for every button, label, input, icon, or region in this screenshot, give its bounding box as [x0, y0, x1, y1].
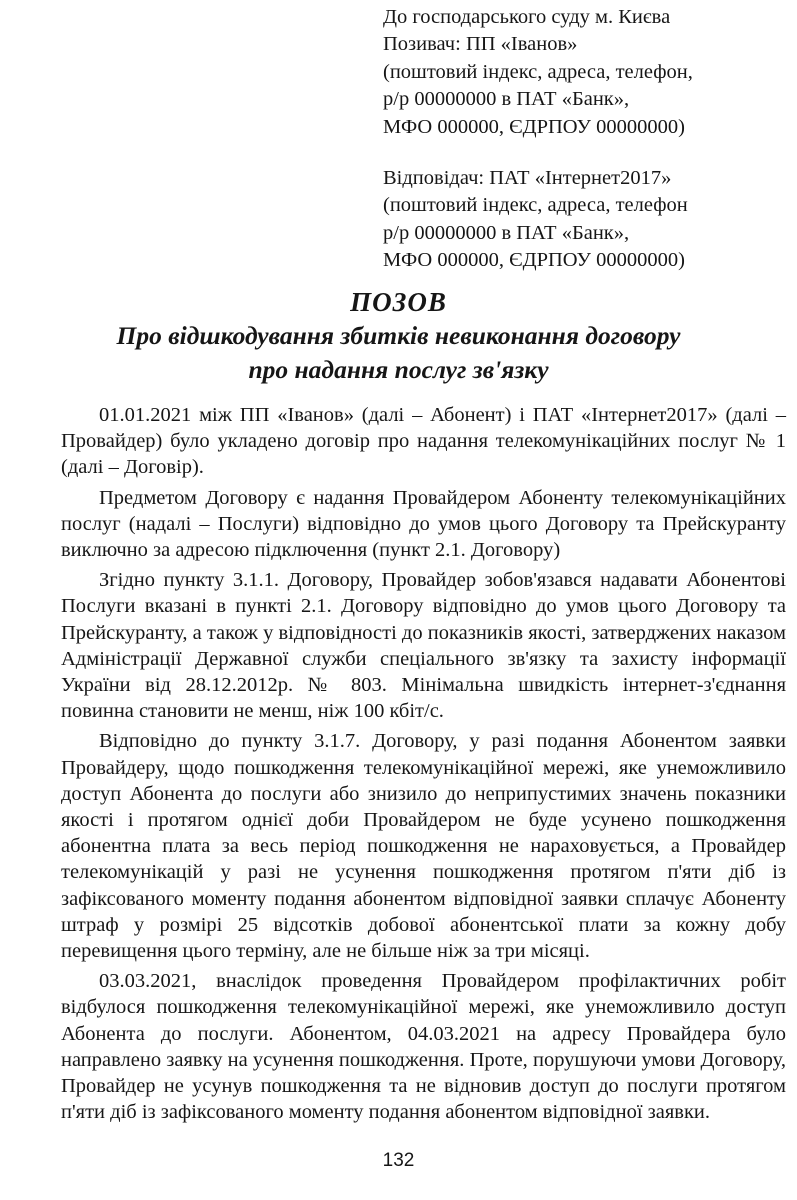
paragraph-penalty-clause: Відповідно до пункту 3.1.7. Договору, у разі подання Абонентом заявки Провайдеру, щодо пошкодження телекомунікаційної мережі, яке унеможливило доступ Абонента до послуги або знизило до неприпустимих значень показники якості і протягом однієї доби Провайдером не буде усунено пошкодження абонентна плата за весь період пошкодження не нараховується, а Провайдер телекомунікацій у разі не усунення пошкодження протягом п'яти діб із зафіксованого моменту подання абонентом відповідної заявки сплачує Абоненту штраф у розмірі 25 відсотків добової абонентської плати за кожну добу перевищення цього терміну, але не більше ніж за три місяці.: [61, 730, 786, 963]
title-subject-line-2: про надання послуг зв'язку: [248, 355, 549, 384]
plaintiff-account-line: р/р 00000000 в ПАТ «Банк»,: [383, 88, 630, 111]
title-main: ПОЗОВ: [350, 287, 447, 317]
title-subject-line-1: Про відшкодування збитків невиконання договору: [116, 321, 681, 350]
claim-body: [61, 402, 786, 1129]
court-line: До господарського суду м. Києва: [383, 6, 671, 28]
page-number: 132: [382, 1150, 415, 1171]
respondent-contacts-line: (поштовий індекс, адреса, телефон: [383, 194, 688, 217]
paragraph-contract: 01.01.2021 між ПП «Іванов» (далі – Абонент) і ПАТ «Інтернет2017» (далі – Провайдер) було укладено договір про надання телекомунікаційних послуг № 1 (далі – Договір).: [61, 404, 786, 479]
plaintiff-contacts-line: (поштовий індекс, адреса, телефон,: [383, 60, 693, 83]
document-title: [0, 285, 797, 387]
respondent-line: Відповідач: ПАТ «Інтернет2017»: [383, 167, 672, 190]
paragraph-subject: Предметом Договору є надання Провайдером Абоненту телекомунікаційних послуг (надалі – Послуги) відповідно до умов цього Договору та Прейскуранту виключно за адресою підключення (пункт 2.1. Договору): [61, 486, 786, 562]
plaintiff-codes-line: МФО 000000, ЄДРПОУ 00000000): [383, 115, 685, 138]
respondent-codes-line: МФО 000000, ЄДРПОУ 00000000): [383, 249, 685, 272]
addressee-block: [383, 4, 787, 275]
plaintiff-line: Позивач: ПП «Іванов»: [383, 33, 578, 56]
respondent-account-line: р/р 00000000 в ПАТ «Банк»,: [383, 221, 630, 244]
paragraph-obligations: Згідно пункту 3.1.1. Договору, Провайдер зобов'язався надавати Абонентові Послуги вказані в пункті 2.1. Договору відповідно до умов цього Договору та Прейскуранту, а також у відповідності до показників якості, затверджених наказом Адміністрації Державної служби спеціального зв'язку та захисту інформації України від 28.12.2012р. № 803. Мінімальна швидкість інтернет-з'єднання повинна становити не менш, ніж 100 кбіт/с.: [61, 569, 786, 723]
paragraph-incident: 03.03.2021, внаслідок проведення Провайдером профілактичних робіт відбулося пошкодження телекомунікаційної мережі, яке унеможливило доступ Абонента до послуги. Абонентом, 04.03.2021 на адресу Провайдера було направлено заявку на усунення пошкодження. Проте, порушуючи умови Договору, Провайдер не усунув пошкодження та не відновив доступ до послуги протягом п'яти діб із зафіксованого моменту подання абонентом відповідної заявки.: [61, 970, 786, 1124]
